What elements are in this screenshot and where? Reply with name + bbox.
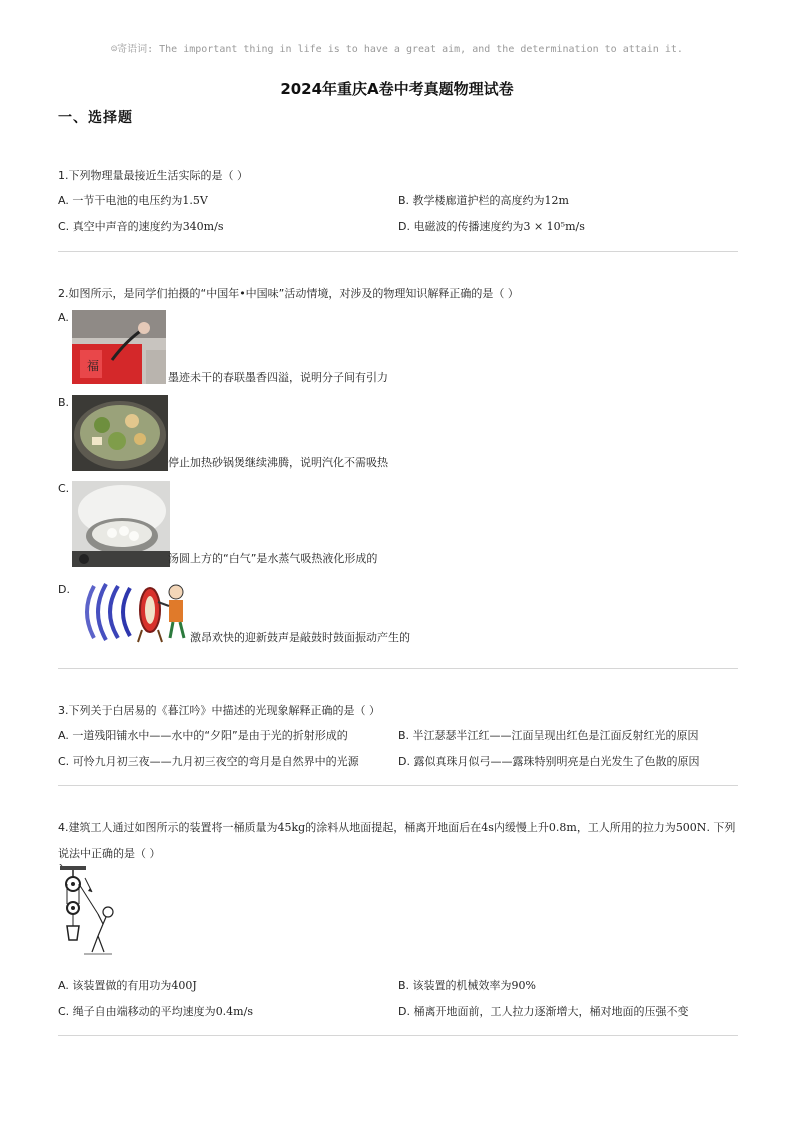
option-b[interactable]: B. 该装置的机械效率为90% (398, 979, 536, 992)
question-stem-line2: 说法中正确的是（ ） (58, 847, 161, 860)
option-a[interactable]: A. 一道残阳铺水中——水中的“夕阳”是由于光的折射形成的 (58, 729, 348, 742)
question-stem: 3.下列关于白居易的《暮江吟》中描述的光现象解释正确的是（ ） (58, 704, 380, 717)
question-3 (58, 703, 738, 780)
option-a[interactable]: A. 该装置做的有用功为400J (58, 979, 197, 992)
option-c[interactable]: C. 绳子自由端移动的平均速度为0.4m/s (58, 1005, 253, 1018)
option-d[interactable]: D. 露似真珠月似弓——露珠特别明亮是白光发生了色散的原因 (398, 755, 700, 768)
question-stem: 4.建筑工人通过如图所示的装置将一桶质量为45kg的涂料从地面提起，桶离开地面后在4s内缓慢上升0.8m，工人所用的拉力为500N. 下列 (58, 821, 736, 834)
divider (58, 1035, 738, 1036)
motto-line: ☺寄语词: The important thing in life is to have a great aim, and the determination to attain it. (111, 44, 683, 55)
option-b[interactable]: B. 半江瑟瑟半江红——江面呈现出红色是江面反射红光的原因 (398, 729, 699, 742)
section-heading: 一、选择题 (58, 110, 133, 126)
svg-text:福: 福 (87, 359, 100, 373)
option-c[interactable]: C. 可怜九月初三夜——九月初三夜空的弯月是自然界中的光源 (58, 755, 359, 768)
divider (58, 668, 738, 669)
option-c[interactable]: C. 真空中声音的速度约为340m/s (58, 220, 224, 233)
option-d[interactable]: D. 电磁波的传播速度约为3 × 10⁵m/s (398, 220, 585, 233)
pulley-diagram (58, 864, 128, 964)
divider (58, 251, 738, 252)
claypot-photo (72, 395, 168, 471)
question-2: 2.如图所示，是同学们拍摄的“中国年•中国味”活动情境，对涉及的物理知识解释正确的是（ ） A. 福 墨迹未干的春联墨香四溢，说明分子间有引力 B. 停止加热砂锅煲继续沸腾，说明汽化不需吸热 C. 汤圆上方的“白气”是水蒸气吸热液化形成的 D. 激昂欢快的迎新鼓声是敲鼓时鼓面振动产生的 (58, 286, 738, 656)
couplet-photo (72, 310, 166, 384)
option-d[interactable]: D. 桶离开地面前，工人拉力逐渐增大，桶对地面的压强不变 (398, 1005, 689, 1018)
question-4 (58, 820, 738, 1018)
divider (58, 785, 738, 786)
page-title: 2024年重庆A卷中考真题物理试卷 (280, 80, 514, 98)
question-stem: 2.如图所示，是同学们拍摄的“中国年•中国味”活动情境，对涉及的物理知识解释正确的是（ ） (58, 287, 519, 300)
drum-illustration (72, 580, 194, 644)
question-stem: 1.下列物理量最接近生活实际的是（ ） (58, 169, 248, 182)
option-b[interactable]: B. 教学楼廊道护栏的高度约为12m (398, 194, 569, 207)
tangyuan-photo (72, 481, 170, 567)
question-1 (58, 168, 738, 245)
option-a[interactable]: A. 一节干电池的电压约为1.5V (58, 194, 208, 207)
